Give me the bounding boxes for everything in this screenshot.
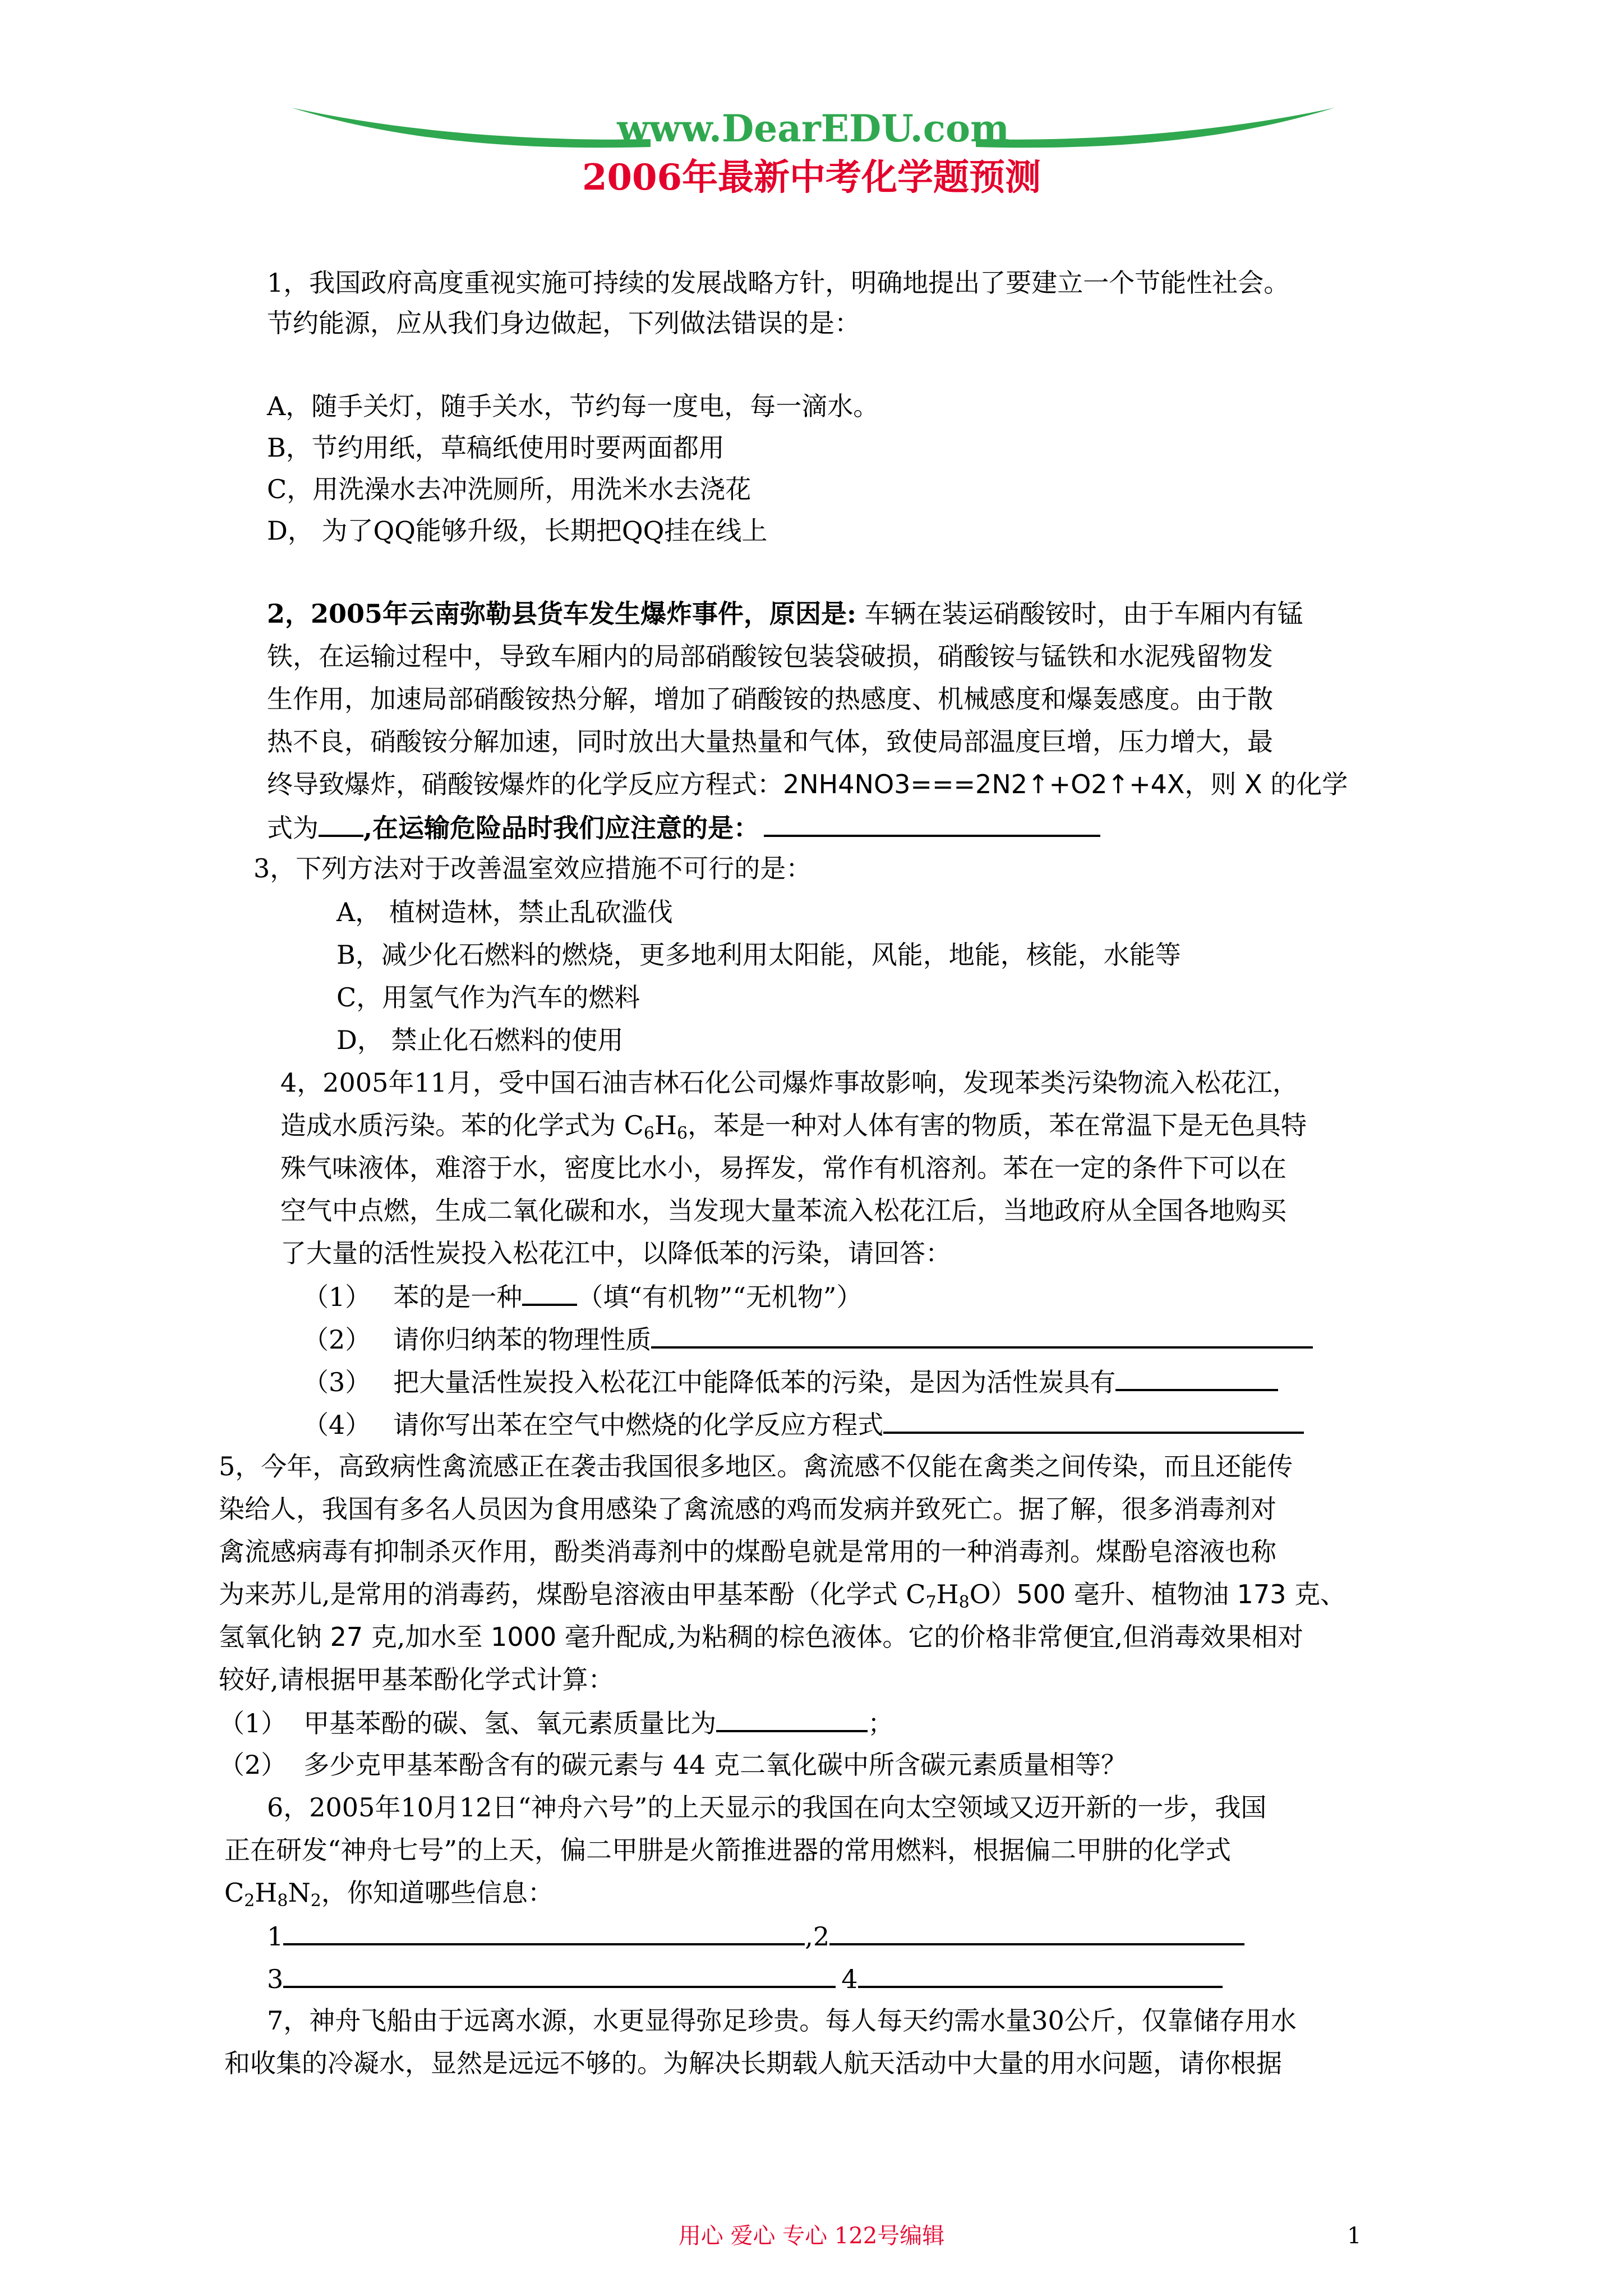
- q5-sub2-text: 多少克甲基苯酚含有的碳元素与 44 克二氧化碳中所含碳元素质量相等？: [303, 1750, 1127, 1780]
- q5-line5-text: 氢氧化钠: [219, 1622, 330, 1652]
- q2-heading: 2，2005年云南弥勒县货车发生爆炸事件，原因是:: [267, 599, 857, 629]
- q4-line2: [280, 1108, 1307, 1142]
- item-number: 3: [267, 1964, 284, 1994]
- q4-sub1-text: 苯的是一种: [393, 1282, 523, 1312]
- q6-line1: 6，2005年10月12日“神舟六号”的上天显示的我国在向太空领域又迈开新的一步，我国: [267, 1792, 1267, 1823]
- q4-sub3-text: 把大量活性炭投入松花江中能降低苯的污染，是因为活性炭具有: [393, 1367, 1116, 1397]
- q4-sub2: [303, 1322, 1313, 1356]
- q5-line6: 较好,请根据甲基苯酚化学式计算：: [219, 1664, 614, 1695]
- reaction-equation: 2NH4NO3===2N2↑+O2↑+4X: [783, 769, 1185, 799]
- unknown-x: X: [1236, 769, 1271, 799]
- answer-blank[interactable]: [883, 1407, 1304, 1434]
- q2-line4: 热不良，硝酸铵分解加速，同时放出大量热量和气体，致使局部温度巨增，压力增大，最: [267, 726, 1273, 757]
- document-title: 2006年最新中考化学题预测: [582, 157, 1041, 199]
- q6-line3: [224, 1876, 554, 1910]
- answer-blank[interactable]: [651, 1322, 1313, 1349]
- q5-line4: [219, 1577, 1346, 1611]
- page-number: 1: [1347, 2223, 1362, 2249]
- item-number: 1: [267, 1921, 284, 1952]
- q2-line1-text: 车辆在装运硝酸铵时，由于车厢内有锰: [856, 599, 1303, 629]
- sub-number: （4）: [303, 1410, 371, 1440]
- q1-stem-line1: 1，我国政府高度重视实施可持续的发展战略方针，明确地提出了要建立一个节能性社会。: [267, 268, 1290, 298]
- q6-line3-text: ，你知道哪些信息：: [321, 1878, 554, 1908]
- item-number: 4: [841, 1964, 858, 1994]
- answer-blank-2[interactable]: [829, 1918, 1244, 1945]
- q4-sub4-text: 请你写出苯在空气中燃烧的化学反应方程式: [393, 1410, 884, 1440]
- q1-option-b: B，节约用纸，草稿纸使用时要两面都用: [267, 432, 725, 463]
- q5-line5-text-c: 毫升配成,为粘稠的棕色液体。它的价格非常便宜,但消毒效果相对: [556, 1622, 1303, 1652]
- q4-line5: 了大量的活性炭投入松花江中，以降低苯的污染，请回答：: [280, 1238, 951, 1268]
- element-h: H: [255, 1878, 278, 1908]
- q2-line5-text: 终导致爆炸，硝酸铵爆炸的化学反应方程式：: [267, 769, 783, 799]
- subscript: 2: [244, 1891, 255, 1911]
- q2-line6: [267, 810, 1100, 845]
- answer-blank[interactable]: [1115, 1364, 1278, 1391]
- sub-number: （1）: [303, 1282, 371, 1312]
- q4-line2-text-b: ，苯是一种对人体有害的物质，苯在常温下是无色具特: [688, 1110, 1307, 1140]
- q5-line5: [219, 1620, 1303, 1654]
- answer-blank[interactable]: [522, 1279, 577, 1306]
- q1-option-c: C，用洗澡水去冲洗厕所，用洗米水去浇花: [267, 474, 751, 504]
- q2-line2: 铁，在运输过程中，导致车厢内的局部硝酸铵包装袋破损，硝酸铵与锰铁和水泥残留物发: [267, 641, 1273, 671]
- number: 27: [330, 1622, 363, 1652]
- subscript: 8: [277, 1891, 288, 1911]
- number: 1000: [491, 1622, 557, 1652]
- answer-blank-1[interactable]: [283, 1918, 805, 1945]
- q5-line4-text-d: 克、: [1286, 1579, 1346, 1609]
- q6-answer-row1: [267, 1918, 1244, 1953]
- q5-line2: 染给人，我国有多名人员因为食用感染了禽流感的鸡而发病并致死亡。据了解，很多消毒剂对: [219, 1494, 1276, 1524]
- q3-stem: 3，下列方法对于改善温室效应措施不可行的是：: [253, 853, 812, 884]
- q2-line5: [267, 767, 1348, 801]
- q1-option-d: D， 为了QQ能够升级，长期把QQ挂在线上: [267, 516, 768, 546]
- q5-line3: 禽流感病毒有抑制杀灭作用，酚类消毒剂中的煤酚皂就是常用的一种消毒剂。煤酚皂溶液也称: [219, 1536, 1276, 1567]
- q5-line4-text: 为来苏儿,是常用的消毒药，煤酚皂溶液由甲基苯酚（化学式 C: [219, 1579, 926, 1609]
- number: 500: [1016, 1579, 1066, 1609]
- q5-line4-text-b: O）: [969, 1579, 1017, 1609]
- subscript: 6: [643, 1124, 654, 1143]
- q6-line2: 正在研发“神舟七号”的上天，偏二甲肼是火箭推进器的常用燃料，根据偏二甲肼的化学式: [224, 1835, 1232, 1865]
- element-n: N: [288, 1878, 311, 1908]
- subscript: 6: [677, 1124, 688, 1143]
- q7-line1: 7，神舟飞船由于远离水源，水更显得弥足珍贵。每人每天约需水量30公斤，仅靠储存用水: [267, 2005, 1297, 2036]
- q5-sub1: [219, 1705, 893, 1740]
- q5-sub1-text: 甲基苯酚的碳、氢、氧元素质量比为: [303, 1708, 717, 1738]
- subscript: 7: [925, 1593, 937, 1612]
- answer-blank-formula[interactable]: [319, 810, 363, 837]
- q4-line3: 殊气味液体，难溶于水，密度比水小，易挥发，常作有机溶剂。苯在一定的条件下可以在: [280, 1153, 1287, 1183]
- answer-blank[interactable]: [716, 1705, 868, 1732]
- sub-number: （1）: [219, 1708, 287, 1738]
- q3-option-c: C，用氢气作为汽车的燃料: [336, 982, 640, 1013]
- q5-line5-text-b: 克,加水至: [363, 1622, 491, 1652]
- sub-number: （2）: [303, 1324, 371, 1355]
- item-number: ,2: [805, 1921, 830, 1952]
- q7-line2: 和收集的冷凝水，显然是远远不够的。为解决长期载人航天活动中大量的用水问题，请你根据: [224, 2048, 1282, 2078]
- element-h: H: [654, 1110, 677, 1140]
- sub-number: （2）: [219, 1750, 287, 1780]
- site-name: www.DearEDU.com: [617, 107, 1009, 150]
- q2-line5-text-b: ，则: [1184, 769, 1237, 799]
- q3-option-b: B，减少化石燃料的燃烧，更多地利用太阳能，风能，地能，核能，水能等: [336, 940, 1181, 970]
- q5-sub1-text-b: ；: [868, 1708, 894, 1738]
- element-c: C: [224, 1878, 245, 1908]
- q4-sub2-text: 请你归纳苯的物理性质: [393, 1324, 652, 1355]
- page-footer: 用心 爱心 专心 122号编辑: [678, 2223, 945, 2249]
- q1-stem-line2: 节约能源，应从我们身边做起，下列做法错误的是：: [267, 308, 860, 338]
- subscript: 2: [310, 1891, 321, 1911]
- subscript: 8: [958, 1593, 970, 1612]
- q4-sub4: [303, 1407, 1304, 1442]
- q3-option-a: A， 植树造林，禁止乱砍滥伐: [336, 897, 673, 927]
- q2-line5-text-c: 的化学: [1270, 769, 1348, 799]
- q5-sub2: [219, 1748, 1127, 1782]
- q6-answer-row2: [267, 1961, 1223, 1996]
- q3-option-d: D， 禁止化石燃料的使用: [336, 1025, 624, 1055]
- q2-line3: 生作用，加速局部硝酸铵热分解，增加了硝酸铵的热感度、机械感度和爆轰感度。由于散: [267, 684, 1273, 714]
- q2-line6-text-b: ,在运输危险品时我们应注意的是：: [363, 813, 760, 843]
- q5-line1: 5，今年，高致病性禽流感正在袭击我国很多地区。禽流感不仅能在禽类之间传染，而且还能传: [219, 1451, 1293, 1481]
- q2-line6-text: 式为: [267, 813, 319, 843]
- q4-line4: 空气中点燃，生成二氧化碳和水，当发现大量苯流入松花江后，当地政府从全国各地购买: [280, 1195, 1287, 1226]
- number: 173: [1237, 1579, 1287, 1609]
- q4-line2-text: 造成水质污染。苯的化学式为 C: [280, 1110, 644, 1140]
- element-h: H: [936, 1579, 959, 1609]
- q4-sub3: [303, 1364, 1278, 1399]
- q1-option-a: A，随手关灯，随手关水，节约每一度电，每一滴水。: [267, 391, 879, 421]
- q5-line4-text-c: 毫升、植物油: [1066, 1579, 1237, 1609]
- q4-sub1: [303, 1279, 862, 1314]
- answer-blank-precaution[interactable]: [764, 810, 1100, 837]
- answer-blank-4[interactable]: [858, 1961, 1223, 1988]
- q2-line1: [267, 597, 1303, 631]
- sub-number: （3）: [303, 1367, 371, 1397]
- q4-sub1-text-b: （填“有机物”“无机物”）: [577, 1282, 863, 1312]
- answer-blank-3[interactable]: [283, 1961, 836, 1988]
- q4-line1: 4，2005年11月，受中国石油吉林石化公司爆炸事故影响，发现苯类污染物流入松花江，: [280, 1068, 1298, 1098]
